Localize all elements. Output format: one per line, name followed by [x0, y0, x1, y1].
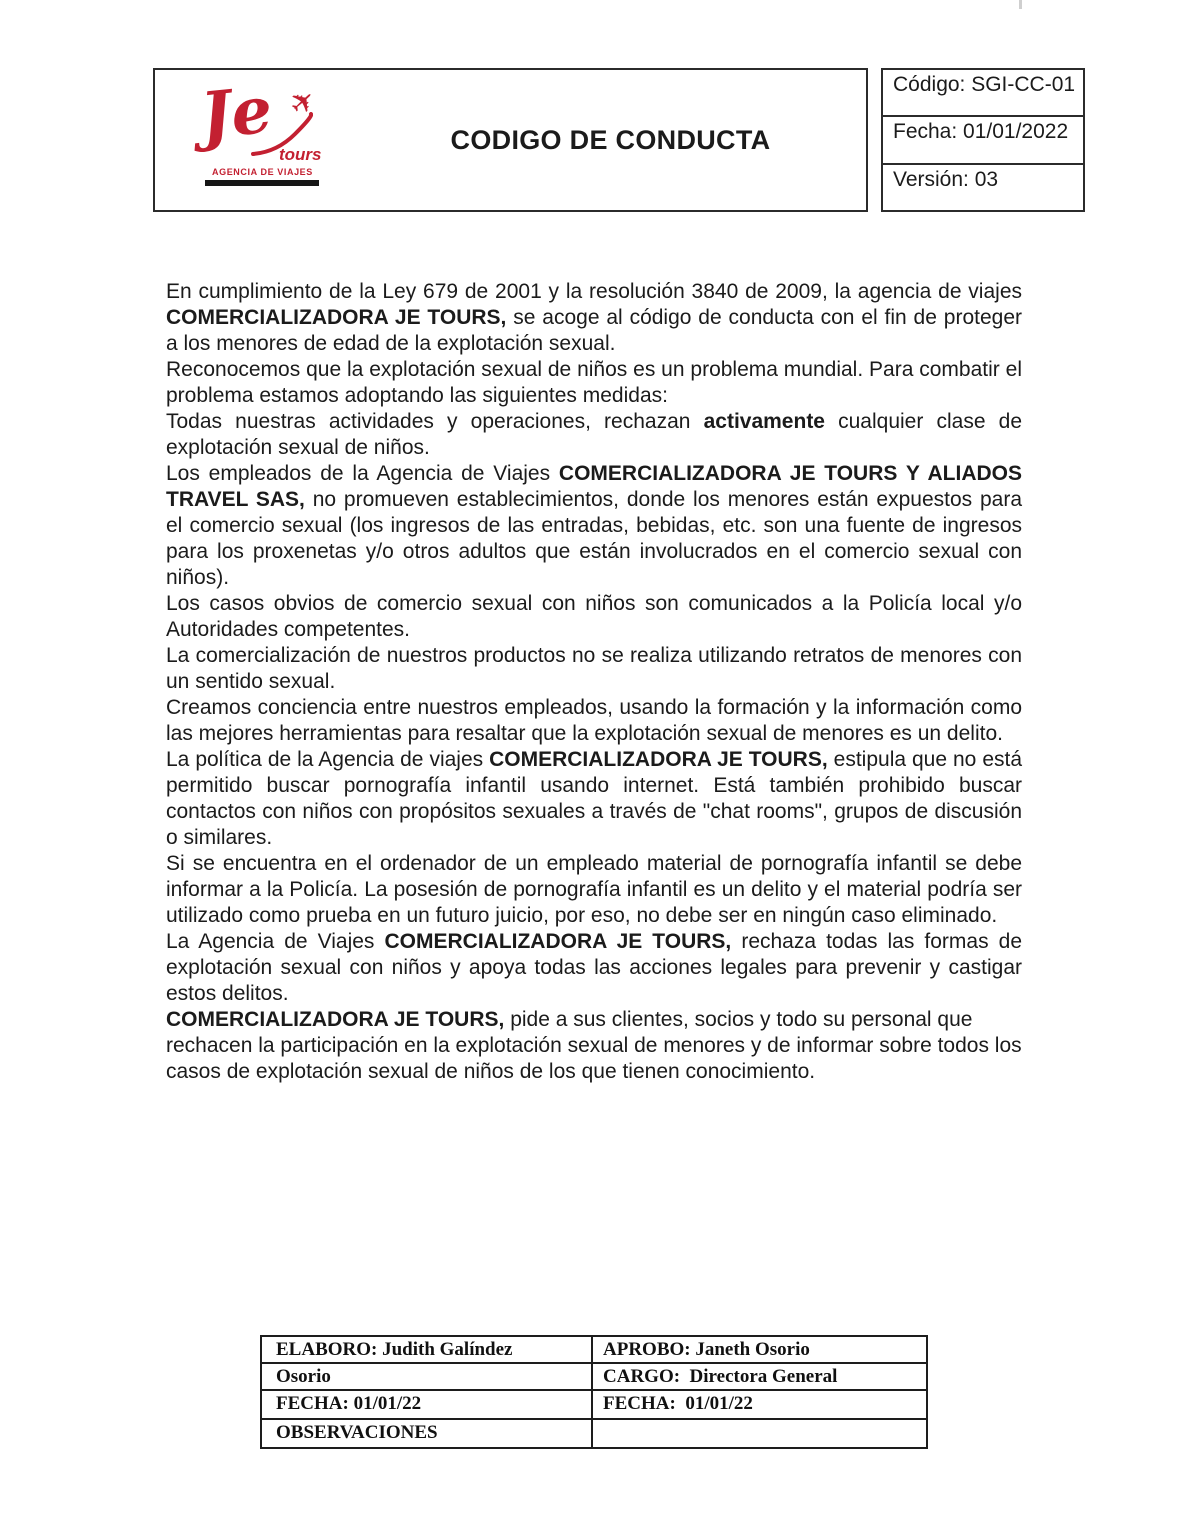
table-cell-left: ELABORO: Judith Galíndez	[276, 1339, 513, 1360]
text-run: cualquier clase de explotación sexual de niños.	[166, 410, 1023, 459]
paragraph	[166, 643, 1022, 695]
table-row	[262, 1362, 926, 1389]
paragraph	[166, 357, 1022, 409]
table-row	[262, 1418, 926, 1447]
document-title: CODIGO DE CONDUCTA	[450, 124, 771, 155]
text-run: pide a sus clientes, socios y todo su personal que rechacen la participación en la explotación sexual de menores y de informar sobre todos los casos de explotación sexual de niños de los que tienen conocimiento.	[166, 1008, 1022, 1083]
paragraph	[166, 1007, 1022, 1085]
text-run: La comercialización de nuestros productos no se realiza utilizando retratos de menores con un sentido sexual.	[166, 644, 1022, 693]
bold-run: COMERCIALIZADORA JE TOURS,	[489, 748, 828, 771]
doc-date: Fecha: 01/01/2022	[883, 115, 1083, 162]
table-cell-right: FECHA: 01/01/22	[591, 1391, 926, 1418]
logo-tours-text: tours	[279, 145, 322, 164]
header-meta-table	[881, 68, 1085, 212]
table-row	[262, 1337, 926, 1362]
text-run: Los empleados de la Agencia de Viajes	[166, 462, 559, 485]
paragraph	[166, 747, 1022, 851]
paragraph	[166, 851, 1022, 929]
text-run: Los casos obvios de comercio sexual con niños son comunicados a la Policía local y/o Autoridades competentes.	[166, 592, 1022, 641]
company-logo	[155, 70, 355, 210]
header-table	[153, 68, 868, 212]
text-run: En cumplimiento de la Ley 679 de 2001 y la resolución 3840 de 2009, la agencia de viajes	[166, 280, 1022, 303]
paragraph	[166, 279, 1022, 357]
logo-subtitle: AGENCIA DE VIAJES	[212, 167, 313, 177]
title-cell	[355, 70, 866, 210]
paragraph	[166, 695, 1022, 747]
paragraph	[166, 929, 1022, 1007]
scan-artifact	[1019, 0, 1022, 9]
logo-underline-bar	[205, 180, 319, 186]
bold-run: COMERCIALIZADORA JE TOURS,	[166, 306, 507, 329]
bold-run: COMERCIALIZADORA JE TOURS,	[166, 1008, 505, 1031]
text-run: Reconocemos que la explotación sexual de niños es un problema mundial. Para combatir el problema estamos adoptando las siguientes medidas:	[166, 358, 1022, 407]
airplane-icon: ✈	[282, 81, 324, 124]
text-run: estipula que no está permitido buscar pornografía infantil usando internet. Está también prohibido buscar contactos con niños con propósitos sexuales a través de "chat rooms", grupos de discusión o similares.	[166, 748, 1023, 849]
text-run: La política de la Agencia de viajes	[166, 748, 490, 771]
bold-run: COMERCIALIZADORA JE TOURS Y ALIADOS TRAVEL SAS,	[166, 462, 1022, 511]
table-cell-left: FECHA: 01/01/22	[276, 1393, 422, 1414]
table-cell-right: APROBO: Janeth Osorio	[591, 1337, 926, 1362]
paragraph	[166, 409, 1022, 461]
bold-run: COMERCIALIZADORA JE TOURS,	[384, 930, 732, 953]
doc-code: Código: SGI-CC-01	[893, 73, 1076, 96]
paragraph	[166, 591, 1022, 643]
table-cell-right	[591, 1420, 926, 1447]
table-row	[262, 1389, 926, 1418]
text-run: Si se encuentra en el ordenador de un empleado material de pornografía infantil se debe informar a la Policía. La posesión de pornografía infantil es un delito y el material podría ser utilizado como prueba en un futuro juicio, por eso, no debe ser en ningún caso eliminado.	[166, 852, 1022, 927]
bold-run: activamente	[703, 410, 825, 433]
text-run: Todas nuestras actividades y operaciones, rechazan	[166, 410, 704, 433]
approval-table	[260, 1335, 928, 1449]
document-body	[166, 279, 1022, 1085]
logo-script-text: Je	[197, 72, 276, 155]
text-run: rechaza todas las formas de explotación sexual con niños y apoya todas las acciones legales para prevenir y castigar estos delitos.	[166, 930, 1023, 1005]
table-cell-right: CARGO: Directora General	[591, 1364, 926, 1389]
table-cell-left: OBSERVACIONES	[276, 1422, 438, 1443]
text-run: Creamos conciencia entre nuestros empleados, usando la formación y la información como las mejores herramientas para resaltar que la explotación sexual de menores es un delito.	[166, 696, 1022, 745]
doc-version: Versión: 03	[883, 163, 1083, 210]
paragraph	[166, 461, 1022, 591]
table-cell-left: Osorio	[276, 1366, 331, 1387]
text-run: no promueven establecimientos, donde los menores están expuestos para el comercio sexual (los ingresos de las entradas, bebidas, etc. son una fuente de ingresos para los proxenetas y/o otros adultos que están involucrados en el comercio sexual con niños).	[166, 488, 1022, 589]
text-run: se acoge al código de conducta con el fin de proteger a los menores de edad de la explotación sexual.	[166, 306, 1022, 355]
text-run: La Agencia de Viajes	[166, 930, 385, 953]
